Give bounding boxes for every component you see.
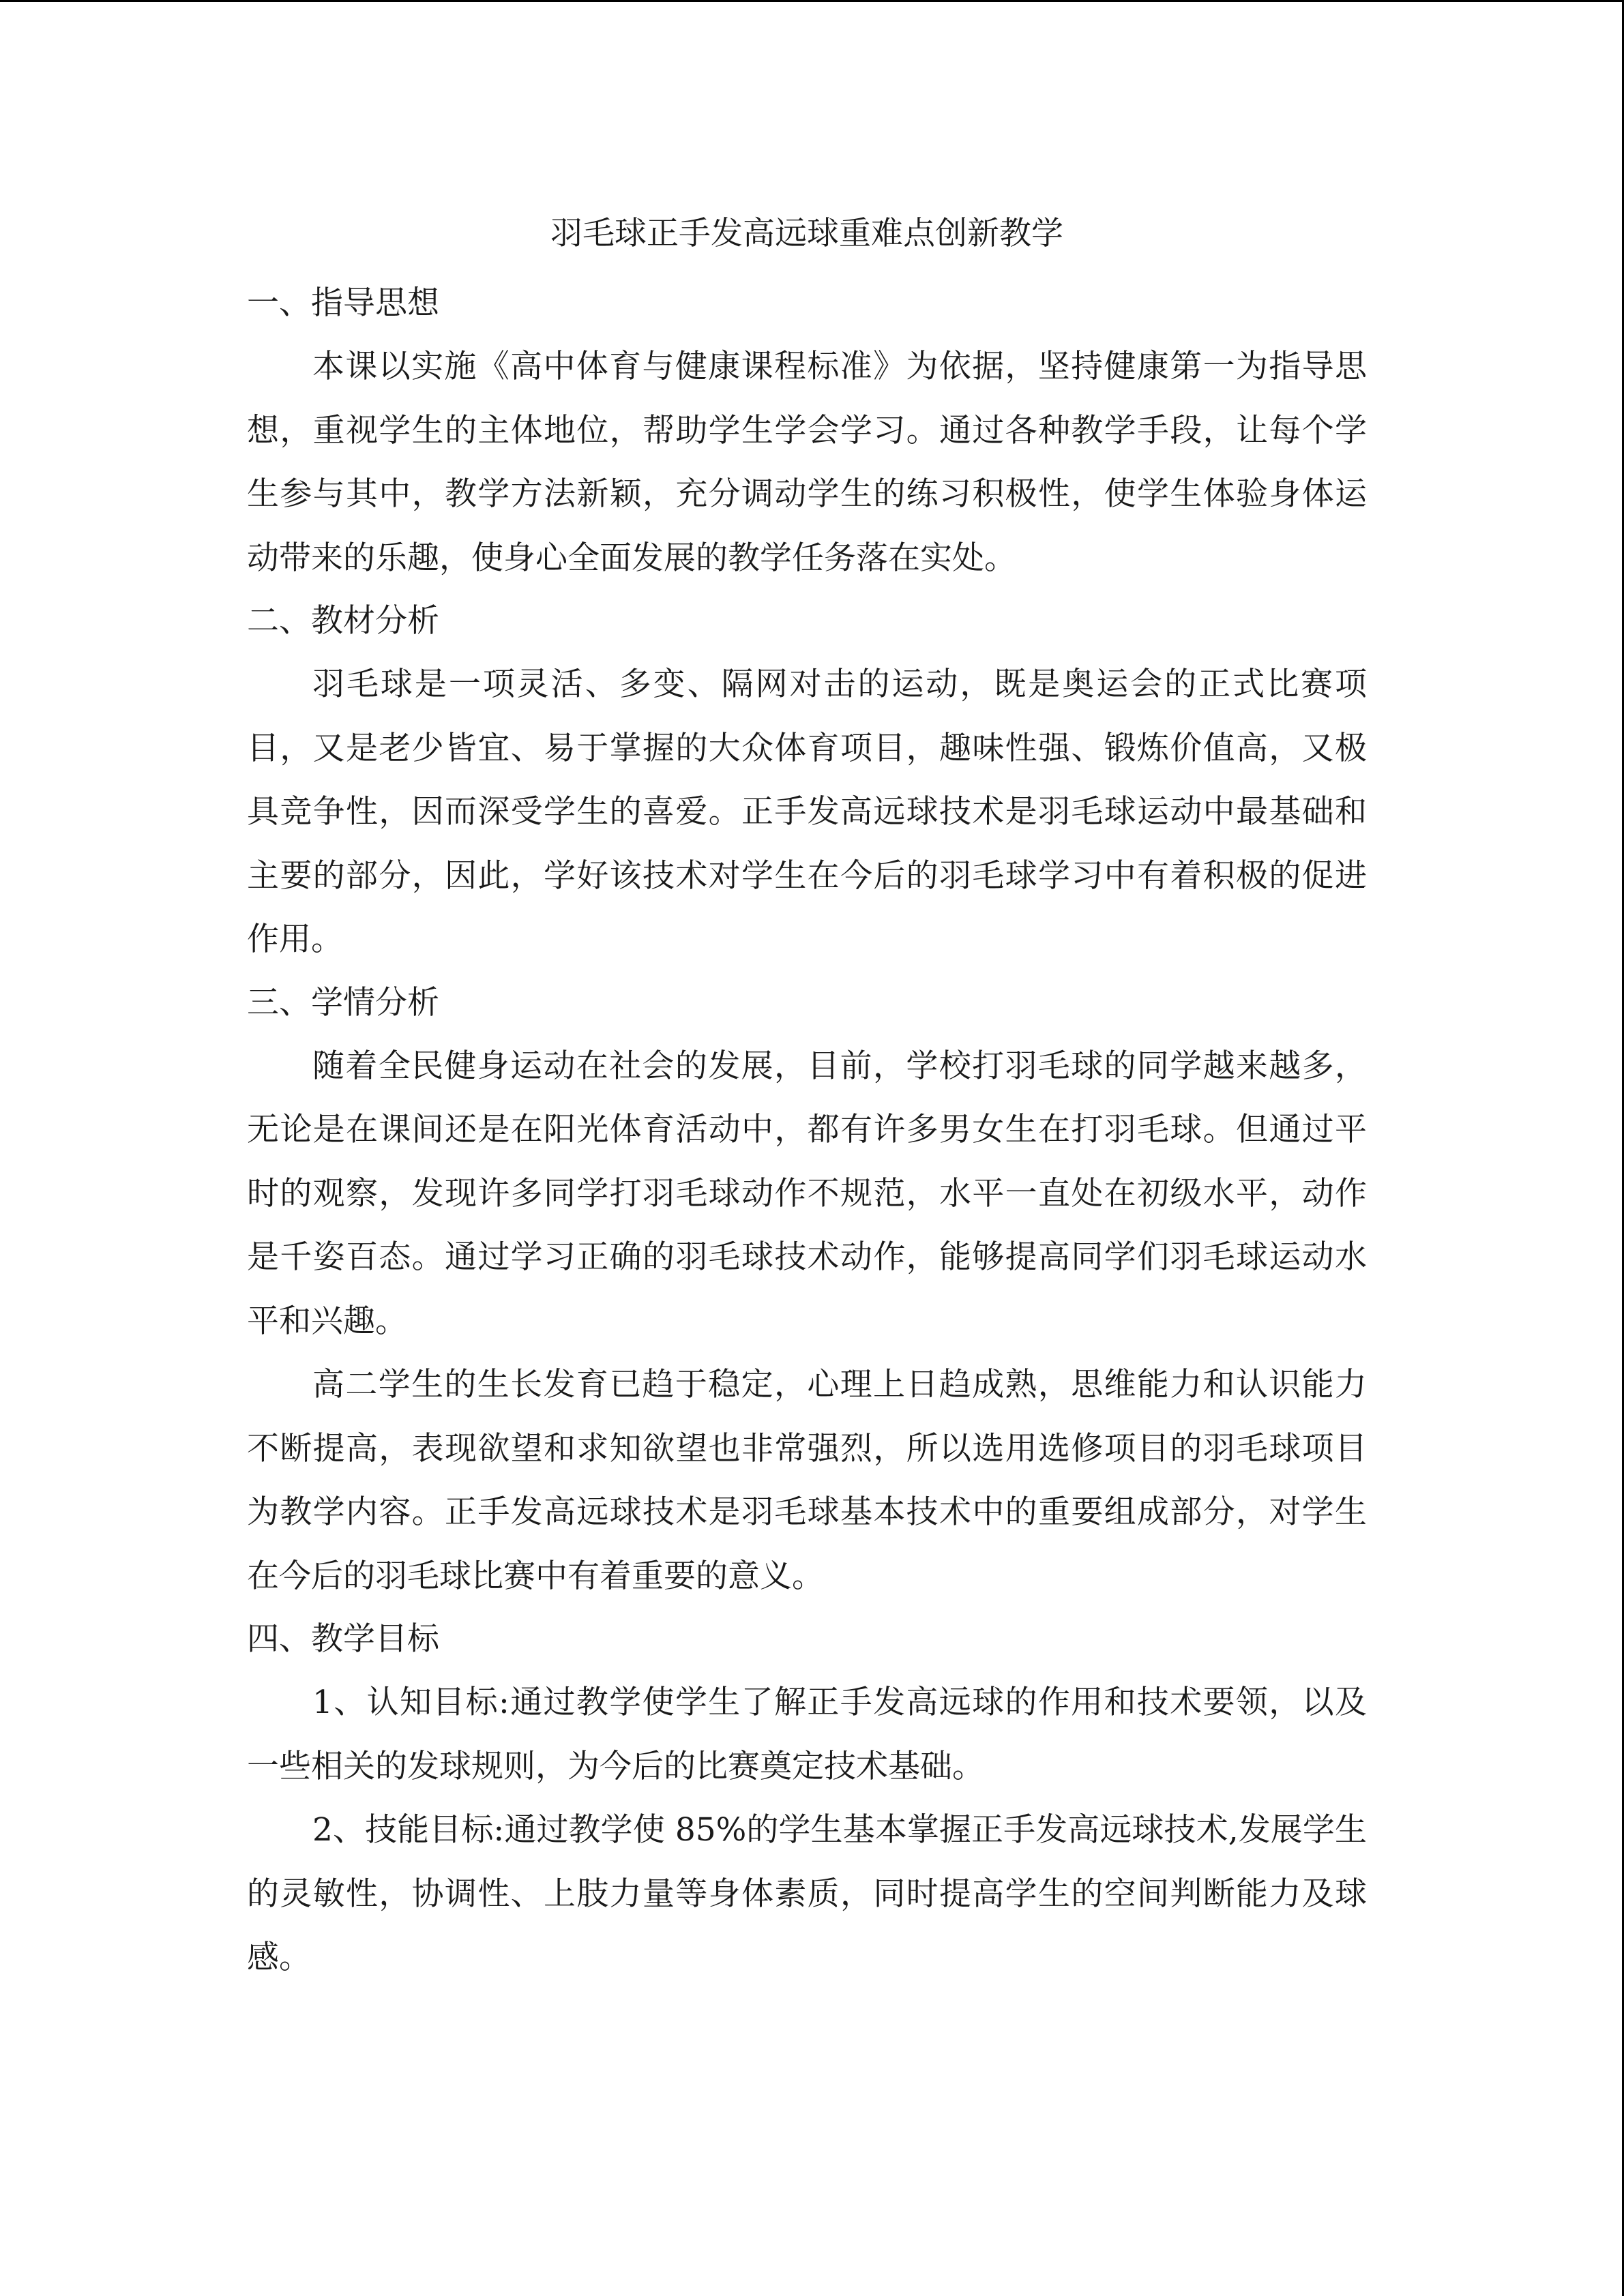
paragraph: 1、认知目标:通过教学使学生了解正手发高远球的作用和技术要领，以及一些相关的发球规则，为今后的比赛奠定技术基础。 — [247, 1684, 1367, 1785]
paragraph: 随着全民健身运动在社会的发展，目前，学校打羽毛球的同学越来越多，无论是在课间还是在阳光体育活动中，都有许多男女生在打羽毛球。但通过平时的观察，发现许多同学打羽毛球动作不规范，水平一直处在初级水平，动作是千姿百态。通过学习正确的羽毛球技术动作，能够提高同学们羽毛球运动水平和兴趣。 — [247, 1047, 1367, 1340]
paragraph: 羽毛球是一项灵活、多变、隔网对击的运动，既是奥运会的正式比赛项目，又是老少皆宜、易于掌握的大众体育项目，趣味性强、锻炼价值高，又极具竞争性，因而深受学生的喜爱。正手发高远球技术是羽毛球运动中最基础和主要的部分，因此，学好该技术对学生在今后的羽毛球学习中有着积极的促进作用。 — [247, 666, 1367, 958]
section-heading: 一、指导思想 — [247, 284, 439, 322]
document-body — [247, 207, 1367, 1990]
section-guiding-ideology — [247, 272, 1367, 590]
section-teaching-objectives — [247, 1608, 1367, 1990]
section-learner-analysis — [247, 972, 1367, 1609]
paragraph: 2、技能目标:通过教学使 85%的学生基本掌握正手发高远球技术,发展学生的灵敏性，协调性、上肢力量等身体素质，同时提高学生的空间判断能力及球感。 — [247, 1811, 1367, 1976]
document-title: 羽毛球正手发高远球重难点创新教学 — [550, 215, 1063, 252]
section-material-analysis — [247, 590, 1367, 972]
section-heading: 四、教学目标 — [247, 1620, 439, 1658]
paragraph: 本课以实施《高中体育与健康课程标准》为依据，坚持健康第一为指导思想，重视学生的主体地位，帮助学生学会学习。通过各种教学手段，让每个学生参与其中，教学方法新颖，充分调动学生的练习积极性，使学生体验身体运动带来的乐趣，使身心全面发展的教学任务落在实处。 — [247, 348, 1367, 577]
section-heading: 二、教材分析 — [247, 602, 439, 640]
section-heading: 三、学情分析 — [247, 983, 439, 1022]
paragraph: 高二学生的生长发育已趋于稳定，心理上日趋成熟，思维能力和认识能力不断提高，表现欲望和求知欲望也非常强烈，所以选用选修项目的羽毛球项目为教学内容。正手发高远球技术是羽毛球基本技术中的重要组成部分，对学生在今后的羽毛球比赛中有着重要的意义。 — [247, 1366, 1367, 1595]
